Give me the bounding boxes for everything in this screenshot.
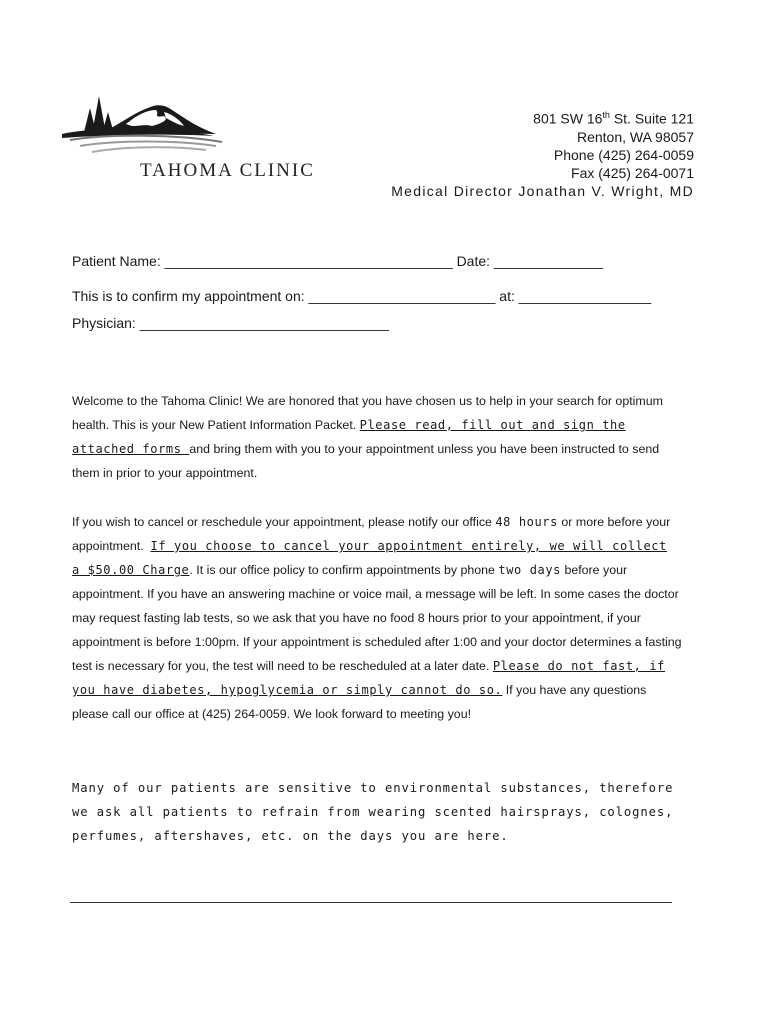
welcome-text-2: and bring them with you to your appointment unless you have been instructed to send them in prior to your appointment. (72, 442, 660, 480)
city-line: Renton, WA 98057 (576, 128, 694, 145)
physician-field[interactable]: Physician: ________________________________ (72, 315, 389, 331)
street-suffix: St. Suite 121 (609, 110, 694, 127)
address-block (391, 106, 694, 200)
notice-hours: 48 hours (495, 515, 558, 529)
fasting-warning: Please do not fast, if you have diabetes, hypoglycemia or simply cannot do so. (72, 659, 665, 697)
patient-name-field[interactable]: Patient Name: _____________________________________ Date: ______________ (72, 253, 603, 269)
clinic-name: TAHOMA CLINIC (140, 160, 315, 181)
forms-instruction: Please read, fill out and sign the attached forms (72, 418, 626, 456)
street-address (391, 106, 694, 128)
appointment-field[interactable]: This is to confirm my appointment on: ________________________ at: _________________ (72, 288, 652, 304)
cancel-text-5: If you have any questions please call our office at (425) 264-0059. We look forward to meeting you! (72, 683, 647, 721)
fax-line: Fax (425) 264-0071 (571, 164, 694, 181)
welcome-text: Welcome to the Tahoma Clinic! We are honored that you have chosen us to help in your search for optimum health. This is your New Patient Information Packet. (72, 394, 663, 432)
street-ordinal: th (602, 110, 610, 120)
fragrance-notice: Many of our patients are sensitive to environmental substances, therefore we ask all patients to refrain from wearing scented hairsprays, colognes, perfumes, aftershaves, etc. on the days you are here. (72, 781, 674, 843)
confirm-days: two days (498, 563, 561, 577)
cancellation-paragraph (72, 510, 682, 726)
cancel-text-3: . It is our office policy to confirm appointments by phone (189, 563, 499, 577)
mountain-logo-icon (56, 90, 326, 170)
phone-line: Phone (425) 264-0059 (553, 146, 694, 163)
bottom-divider (70, 902, 672, 903)
cancel-text: If you wish to cancel or reschedule your appointment, please notify our office (72, 515, 496, 529)
cancellation-charge: If you choose to cancel your appointment entirely, we will collect a $50.00 Charge (72, 539, 667, 577)
cancel-text-4: before your appointment. If you have an answering machine or voice mail, a message will be left. In some cases the doctor may request fasting lab tests, so we ask that you have no food 8 hours prior to your appointment, if your appointment is before 1:00pm. If your appointment is scheduled after 1:00 and your doctor determines a fasting test is necessary for you, the test will need to be rescheduled at a later date. (72, 563, 682, 673)
welcome-paragraph (72, 389, 682, 485)
cancel-text-2: or more before your appointment. (72, 515, 671, 553)
street-number: 801 SW 16 (533, 110, 603, 127)
medical-director: Medical Director Jonathan V. Wright, MD (391, 182, 694, 199)
